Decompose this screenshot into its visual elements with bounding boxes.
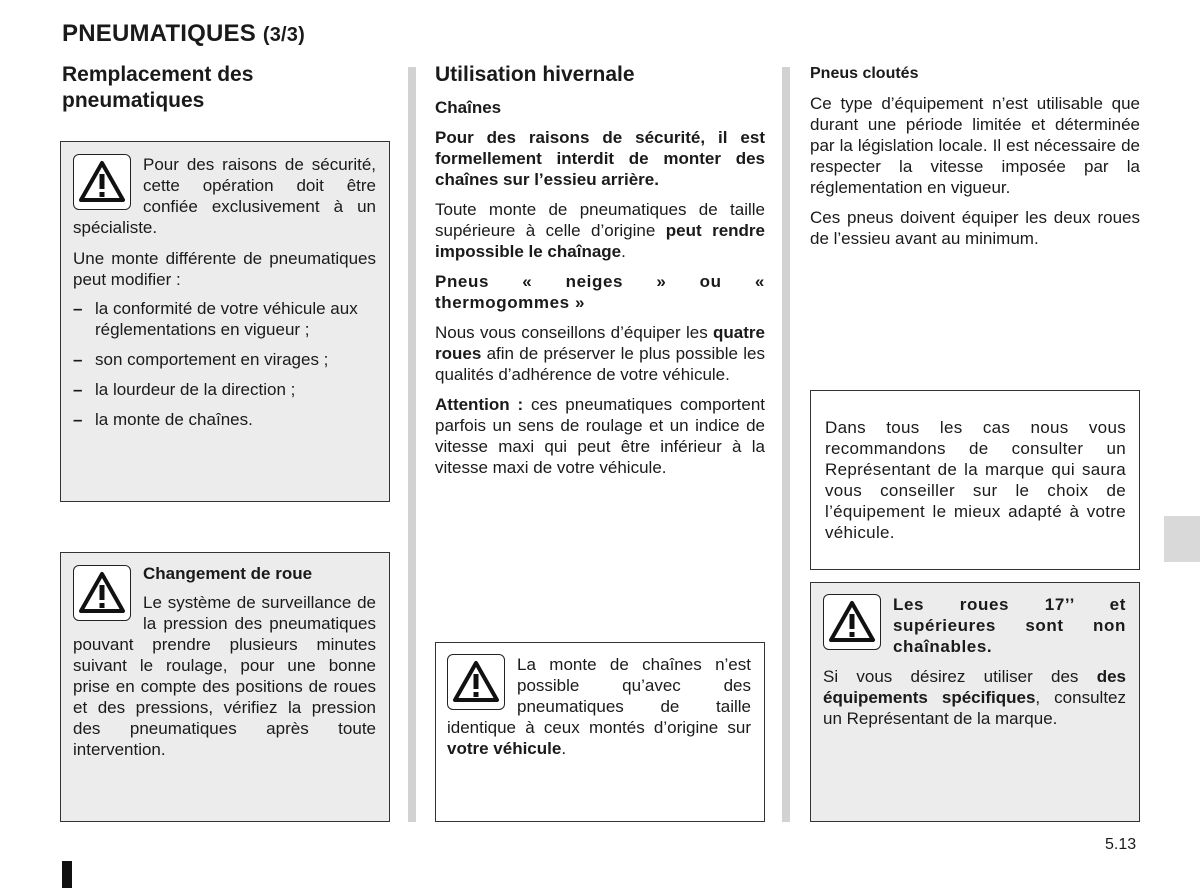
snow-paragraph1: Nous vous conseillons d’équiper les quatre roues afin de préserver le plus possible les qualités d’adhérence de votre véhicule. [435,323,765,384]
note-text: Dans tous les cas nous vous recommandons de consulter un Représentant de la marque qui saura vous conseiller sur le choix de l’équipement le mieux adapté à votre véhicule. [825,418,1126,542]
warning1-list [73,298,376,430]
warning-triangle-icon [823,594,881,650]
list-item: – la conformité de votre véhicule aux réglementations en vigueur ; [73,299,358,339]
warning-box-replacement [60,141,390,502]
column-divider-left [408,67,416,822]
chains-heading: Chaînes [435,98,502,117]
chains-box-text: La monte de chaînes n’est possible qu’avec des pneumatiques de taille identique à ceux montés d’origine sur votre véhicule. [447,655,751,758]
list-item: – son comportement en virages ; [73,350,329,369]
page-number: 5.13 [1105,836,1137,853]
section-tab [1164,516,1200,562]
middle-column [435,62,765,487]
page-title-sub: (3/3) [262,24,305,46]
snow-paragraph2: Attention : ces pneumatiques comportent parfois un sens de roulage et un indice de vitesse maxi qui peut être inférieur à la vitesse maxi de votre véhicule. [435,395,765,477]
warning1-text: Pour des raisons de sécurité, cette opération doit être confiée exclusivement à un spécialiste. [73,155,376,237]
warning-box-wheel-change [60,552,390,822]
warning2-text: Le système de surveillance de la pression des pneumatiques pouvant prendre plusieurs minutes suivant le roulage, pour une bonne prise en compte des positions de roues et des pressions, vérifiez la pression des pneumatiques après toute intervention. [73,593,376,759]
studs-paragraph2: Ces pneus doivent équiper les deux roues de l’essieu avant au minimum. [810,208,1140,248]
warning-box-wheels17 [810,582,1140,822]
studs-paragraph1: Ce type d’équipement n’est utilisable que durant une période limitée et déterminée par la législation locale. Il est nécessaire de respecter la vitesse imposée par la réglementation en vigueur. [810,94,1140,197]
warning2-heading: Changement de roue [143,564,313,583]
column-divider-right [782,67,790,822]
warning-triangle-icon [447,654,505,710]
note-box [810,390,1140,570]
left-heading-line1: Remplacement des [62,63,254,86]
warning1-intro: Une monte différente de pneumatiques peut modifier : [73,249,376,289]
wheels17-bold: Les roues 17’’ et supérieures sont non chaînables. [893,595,1126,656]
page-title [62,20,305,48]
warning-triangle-icon [73,154,131,210]
snow-heading: Pneus « neiges » ou « thermogommes » [435,272,765,312]
left-heading [62,62,253,114]
chains-warning: Pour des raisons de sécurité, il est formellement interdit de monter des chaînes sur l’essieu arrière. [435,128,765,189]
page-edge-mark [62,861,72,888]
list-item: – la lourdeur de la direction ; [73,380,296,399]
list-item: – la monte de chaînes. [73,410,253,429]
right-column [810,63,1140,258]
left-heading-line2: pneumatiques [62,89,205,112]
middle-heading: Utilisation hivernale [435,63,635,86]
wheels17-text: Si vous désirez utiliser des des équipements spécifiques, consultez un Représentant de la marque. [823,667,1126,728]
page-title-main: PNEUMATIQUES [62,20,256,47]
warning-triangle-icon [73,565,131,621]
warning-box-chains [435,642,765,822]
studs-heading: Pneus cloutés [810,65,919,82]
chains-paragraph: Toute monte de pneumatiques de taille supérieure à celle d’origine peut rendre impossible le chaînage. [435,200,765,261]
